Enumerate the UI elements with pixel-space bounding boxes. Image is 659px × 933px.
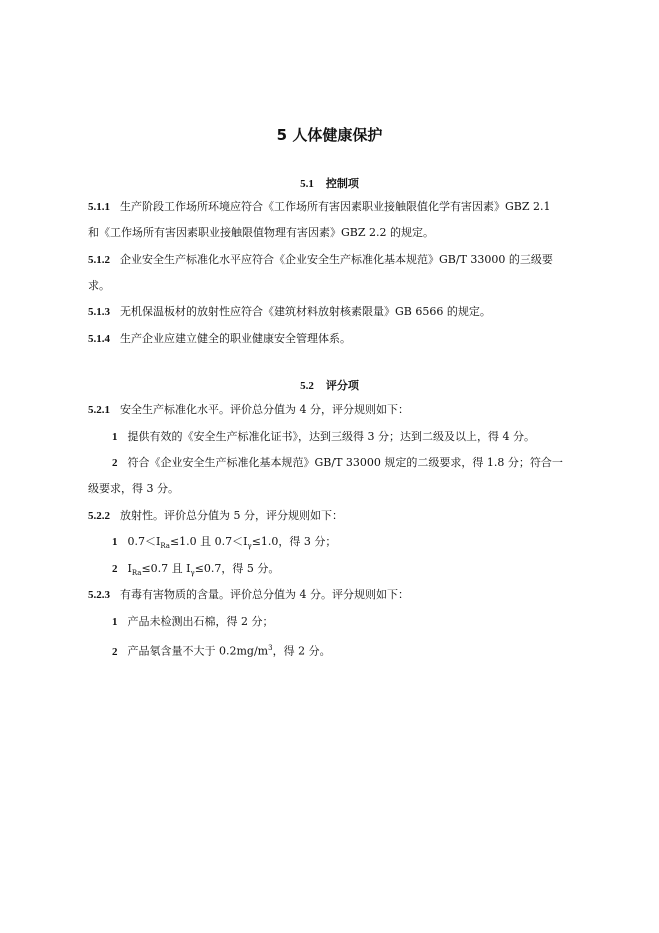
section-heading-5-2 xyxy=(0,377,659,393)
rule-5-2-3-1 xyxy=(112,615,274,629)
clause-number: 5.1.1 xyxy=(88,201,110,213)
clause-5-1-4 xyxy=(88,332,351,346)
subscript: Ra xyxy=(131,569,142,578)
section-heading-5-1 xyxy=(0,175,659,191)
rule-5-2-1-2-line1 xyxy=(112,456,563,470)
rule-5-2-2-1 xyxy=(112,535,336,553)
clause-number: 5.2.3 xyxy=(88,589,110,601)
clause-text: 生产阶段工作场所环境应符合《工作场所有害因素职业接触限值化学有害因素》GBZ 2.1 xyxy=(120,200,551,213)
clause-text: 放射性。评价总分值为 5 分，评分规则如下： xyxy=(120,509,343,522)
clause-5-2-1 xyxy=(88,403,409,417)
rule-text: 产品未检测出石棉，得 2 分； xyxy=(127,615,274,628)
clause-number: 5.1.2 xyxy=(88,254,110,266)
clause-text: 有毒有害物质的含量。评价总分值为 4 分。评分规则如下： xyxy=(120,588,409,601)
rule-text: I xyxy=(127,562,132,575)
rule-text: ≤1.0 且 0.7＜I xyxy=(169,535,248,548)
rule-number: 1 xyxy=(112,431,118,443)
section-title: 评分项 xyxy=(325,379,359,392)
clause-text: 企业安全生产标准化水平应符合《企业安全生产标准化基本规范》GB/T 33000 的三级要 xyxy=(120,253,553,266)
rule-5-2-3-2 xyxy=(112,641,331,659)
rule-number: 2 xyxy=(112,457,118,469)
clause-5-1-2-line2 xyxy=(88,279,110,293)
rule-text: ，得 2 分。 xyxy=(272,644,331,658)
rule-number: 1 xyxy=(112,536,118,548)
clause-text: 和《工作场所有害因素职业接触限值物理有害因素》GBZ 2.2 的规定。 xyxy=(88,226,434,239)
clause-number: 5.1.4 xyxy=(88,333,110,345)
clause-text: 安全生产标准化水平。评价总分值为 4 分，评分规则如下： xyxy=(120,403,409,416)
clause-5-1-3 xyxy=(88,305,491,319)
clause-number: 5.1.3 xyxy=(88,306,110,318)
rule-number: 2 xyxy=(112,563,118,575)
section-number: 5.1 xyxy=(300,178,314,190)
rule-text: ≤0.7 且 I xyxy=(141,562,191,575)
rule-text: ≤0.7，得 5 分。 xyxy=(194,562,280,575)
clause-5-1-1-line1 xyxy=(88,200,551,214)
rule-text: 0.7＜I xyxy=(127,535,161,548)
chapter-number: 5 xyxy=(276,126,288,144)
chapter-heading xyxy=(0,124,659,145)
clause-number: 5.2.2 xyxy=(88,510,110,522)
section-title: 控制项 xyxy=(325,177,359,190)
subscript: γ xyxy=(247,542,252,551)
rule-5-2-2-2 xyxy=(112,562,279,580)
subscript: Ra xyxy=(160,542,170,551)
rule-number: 2 xyxy=(112,645,118,658)
clause-5-2-2 xyxy=(88,509,343,523)
clause-5-1-1-line2 xyxy=(88,226,434,240)
clause-text: 无机保温板材的放射性应符合《建筑材料放射核素限量》GB 6566 的规定。 xyxy=(120,305,491,318)
clause-5-2-3 xyxy=(88,588,409,602)
rule-number: 1 xyxy=(112,616,118,628)
rule-text: 级要求，得 3 分。 xyxy=(88,482,179,495)
chapter-title: 人体健康保护 xyxy=(292,126,383,144)
rule-5-2-1-2-line2 xyxy=(88,482,179,496)
clause-5-1-2-line1 xyxy=(88,253,553,267)
rule-text: 提供有效的《安全生产标准化证书》，达到三级得 3 分；达到二级及以上，得 4 分。 xyxy=(127,430,535,443)
clause-text: 生产企业应建立健全的职业健康安全管理体系。 xyxy=(120,332,351,345)
rule-text: 符合《企业安全生产标准化基本规范》GB/T 33000 规定的二级要求，得 1.8 分；符合一 xyxy=(127,456,563,469)
clause-text: 求。 xyxy=(88,279,110,292)
subscript: γ xyxy=(190,569,195,578)
clause-number: 5.2.1 xyxy=(88,404,110,416)
rule-5-2-1-1 xyxy=(112,430,535,444)
superscript: 3 xyxy=(268,644,273,652)
rule-text: ≤1.0，得 3 分； xyxy=(251,535,337,548)
section-number: 5.2 xyxy=(300,380,314,392)
rule-text: 产品氡含量不大于 0.2mg/m xyxy=(127,644,269,658)
